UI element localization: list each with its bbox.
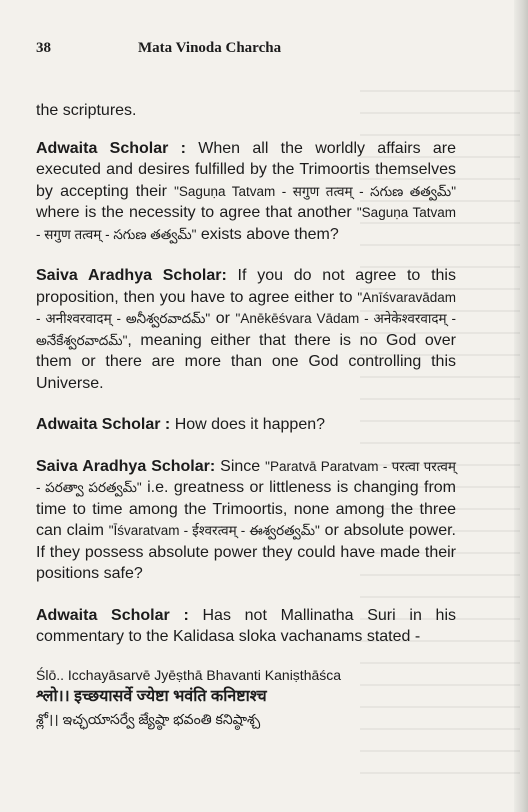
sloka-telugu: శ్లో।। ఇచ్ఛయాసర్వే జ్యేష్ఠా భవంతి కనిష్ఠాశ్చ <box>36 710 261 727</box>
dialogue-paragraph <box>36 605 456 648</box>
paragraph-continuation <box>36 100 456 122</box>
speaker-label: Adwaita Scholar : <box>36 416 171 433</box>
dialogue-paragraph <box>36 414 456 436</box>
paragraph-text: How does it happen? <box>170 416 326 433</box>
paragraph-text: Since <box>215 457 266 475</box>
term-quote: "Anēkēśvara Vādam - अनेकेश्वरवादम् - అనేకేశ్వరవాదమ్" <box>36 311 456 348</box>
sloka-roman: Ślō.. Icchayāsarvē Jyēṣthā Bhavanti Kaniṣthāśca <box>36 666 342 683</box>
page-body <box>36 100 456 730</box>
paragraph-text: or <box>210 310 236 327</box>
paragraph-text: When all the worldly affairs are executed and desires fulfilled by the Trimoortis themselves by accepting their <box>36 139 457 200</box>
term-quote: "Anīśvaravādam - अनीश्वरवादम् - అనీశ్వరవాదమ్" <box>36 289 456 326</box>
dialogue-paragraph <box>36 456 456 585</box>
paragraph-text: where is the necessity to agree that another <box>36 204 357 221</box>
paragraph-text: If you do not agree to this proposition, then you have to agree either to <box>36 267 456 306</box>
page-header <box>36 40 488 62</box>
speaker-label: Saiva Aradhya Scholar: <box>36 457 216 475</box>
dialogue-paragraph <box>36 138 456 246</box>
term-quote: "Īśvaratvam - ईश्वरत्वम् - ఈశ్వరత్వమ్" <box>108 523 320 538</box>
paragraph-text: the scriptures. <box>36 102 137 119</box>
speaker-label: Saiva Aradhya Scholar: <box>36 267 227 284</box>
speaker-label: Adwaita Scholar : <box>36 139 186 157</box>
speaker-label: Adwaita Scholar : <box>36 606 189 624</box>
paragraph-text: , meaning either that there is no God over them or there are more than one God controlling this Universe. <box>36 331 456 392</box>
running-title: Mata Vinoda Charcha <box>138 40 282 56</box>
term-quote: "Paratvā Paratvam - परत्वा परत्वम् - పరత్వా పరత్వమ్" <box>36 458 456 495</box>
paragraph-text: i.e. greatness or littleness is changing from time to time among the Trimoortis, none among the three can claim <box>36 479 456 539</box>
sloka-block <box>36 664 456 730</box>
paragraph-text: exists above them? <box>196 225 339 243</box>
page-number: 38 <box>36 40 51 56</box>
dialogue-paragraph <box>36 265 456 394</box>
term-quote: "Saguṇa Tatvam - सगुण तत्वम् - సగుణ తత్వమ్" <box>36 205 457 242</box>
paragraph-text: or absolute power. If they possess absolute power they could have made their positions safe? <box>36 522 456 582</box>
sloka-devanagari: श्लो।। इच्छयासर्वे ज्येष्टा भवंति कनिष्टाश्च <box>36 687 267 705</box>
term-quote: "Saguṇa Tatvam - सगुण तत्वम् - సగుణ తత్వమ్" <box>174 183 456 199</box>
paragraph-text: Has not Mallinatha Suri in his commentary to the Kalidasa sloka vachanams stated - <box>36 606 457 645</box>
